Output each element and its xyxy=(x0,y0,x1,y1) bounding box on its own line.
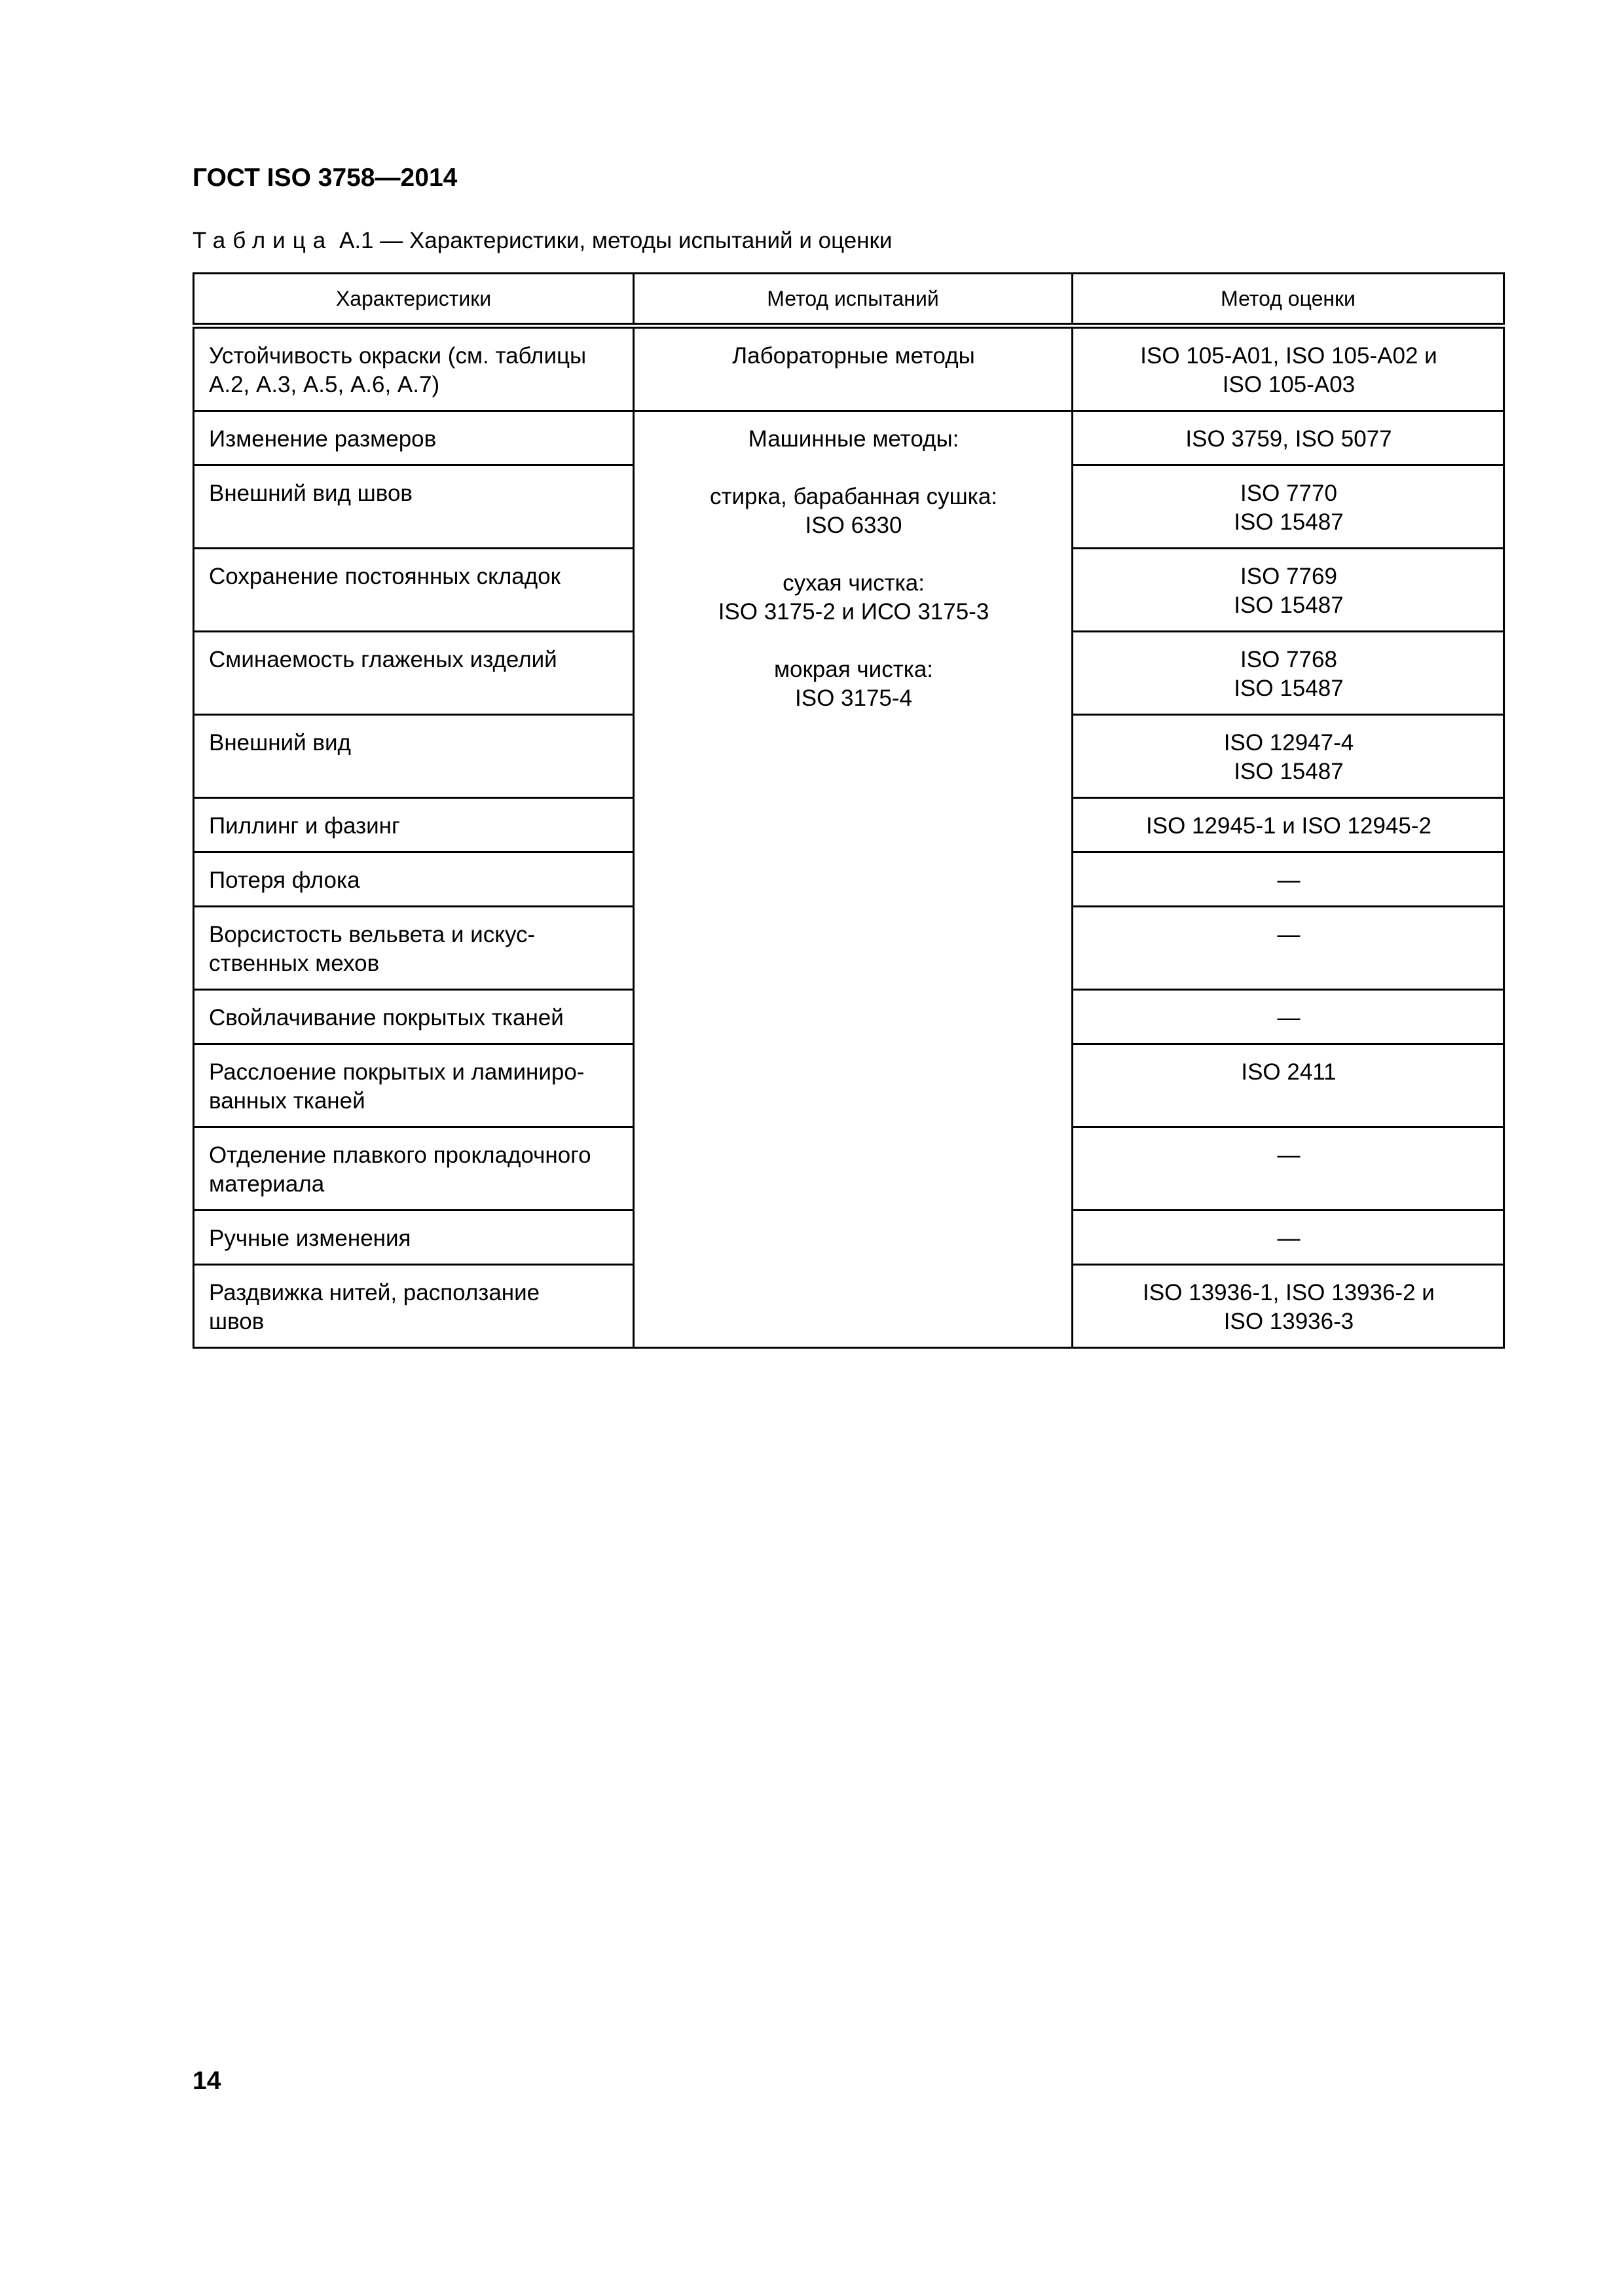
evaluation-cell xyxy=(1073,907,1504,990)
header-evaluation-method: Метод оценки xyxy=(1073,274,1504,326)
evaluation-line: ISO 12947-4 xyxy=(1223,730,1354,756)
washing-method-line: стирка, барабанная сушка: xyxy=(709,484,998,509)
evaluation-cell xyxy=(1073,990,1504,1044)
header-characteristics: Характеристики xyxy=(194,274,634,326)
evaluation-line: ISO 15487 xyxy=(1234,759,1344,784)
evaluation-cell xyxy=(1073,1044,1504,1127)
characteristic-line: Отделение плавкого прокладочного xyxy=(209,1142,591,1168)
characteristic-cell xyxy=(194,1044,634,1127)
evaluation-line: — xyxy=(1277,1005,1301,1030)
evaluation-line: ISO 3759, ISO 5077 xyxy=(1185,426,1392,452)
characteristic-line: ванных тканей xyxy=(209,1088,365,1114)
evaluation-line: — xyxy=(1277,922,1301,947)
characteristic-cell xyxy=(194,411,634,465)
characteristic-line: Ручные изменения xyxy=(209,1226,411,1251)
wet-cleaning-method-line: ISO 3175-4 xyxy=(795,685,912,711)
wet-cleaning-method-line: мокрая чистка: xyxy=(773,657,934,682)
evaluation-line: ISO 13936-3 xyxy=(1223,1309,1354,1334)
evaluation-line: ISO 2411 xyxy=(1241,1059,1337,1085)
table-caption xyxy=(193,228,892,254)
evaluation-cell xyxy=(1073,1265,1504,1348)
characteristic-cell xyxy=(194,1211,634,1265)
characteristic-line: Устойчивость окраски (см. таблицы xyxy=(209,343,587,369)
characteristic-line: Раздвижка нитей, расползание xyxy=(209,1280,540,1305)
spacer xyxy=(649,627,1058,655)
evaluation-line: ISO 15487 xyxy=(1234,592,1344,618)
characteristic-cell xyxy=(194,1127,634,1211)
machine-methods-block xyxy=(649,425,1058,713)
evaluation-cell xyxy=(1073,715,1504,798)
evaluation-cell xyxy=(1073,1127,1504,1211)
characteristic-cell xyxy=(194,907,634,990)
characteristic-cell xyxy=(194,632,634,715)
characteristic-line: ственных мехов xyxy=(209,951,380,976)
evaluation-line: ISO 15487 xyxy=(1234,676,1344,701)
evaluation-cell xyxy=(1073,326,1504,411)
characteristic-cell xyxy=(194,798,634,852)
characteristic-cell xyxy=(194,715,634,798)
characteristic-line: А.2, А.3, А.5, А.6, А.7) xyxy=(209,372,440,397)
spacer xyxy=(649,454,1058,483)
characteristic-line: Сохранение постоянных складок xyxy=(209,564,561,589)
characteristic-line: Потеря флока xyxy=(209,867,360,893)
machine-methods-cell xyxy=(634,411,1073,1348)
evaluation-line: ISO 12945-1 и ISO 12945-2 xyxy=(1146,813,1431,839)
spacer xyxy=(649,540,1058,569)
characteristic-line: Пиллинг и фазинг xyxy=(209,813,400,839)
characteristic-line: Изменение размеров xyxy=(209,426,437,452)
characteristic-cell xyxy=(194,465,634,549)
evaluation-line: — xyxy=(1277,867,1301,893)
characteristic-line: Внешний вид швов xyxy=(209,481,413,506)
characteristic-line: Сминаемость глаженых изделий xyxy=(209,647,557,672)
evaluation-line: ISO 105-A03 xyxy=(1222,372,1356,397)
characteristic-line: Ворсистость вельвета и искус- xyxy=(209,922,536,947)
evaluation-line: — xyxy=(1277,1142,1301,1168)
table-row xyxy=(194,411,1504,465)
evaluation-line: ISO 13936-1, ISO 13936-2 и xyxy=(1143,1280,1435,1305)
characteristic-cell xyxy=(194,326,634,411)
evaluation-cell xyxy=(1073,798,1504,852)
characteristic-line: Расслоение покрытых и ламиниро- xyxy=(209,1059,585,1085)
evaluation-cell xyxy=(1073,1211,1504,1265)
document-header: ГОСТ ISO 3758—2014 xyxy=(193,164,458,192)
characteristic-line: швов xyxy=(209,1309,265,1334)
characteristic-cell xyxy=(194,990,634,1044)
characteristic-cell xyxy=(194,852,634,907)
characteristics-table xyxy=(193,272,1505,1349)
table-caption-text: А.1 — Характеристики, методы испытаний и оценки xyxy=(339,228,893,253)
header-test-method: Метод испытаний xyxy=(634,274,1073,326)
dry-cleaning-method-line: ISO 3175-2 и ИСО 3175-3 xyxy=(718,599,989,625)
characteristic-cell xyxy=(194,549,634,632)
evaluation-line: ISO 7768 xyxy=(1240,647,1337,672)
table-row xyxy=(194,326,1504,411)
table-header-row xyxy=(194,274,1504,326)
table-caption-label: Таблица xyxy=(193,228,333,253)
characteristic-line: Свойлачивание покрытых тканей xyxy=(209,1005,564,1030)
evaluation-line: ISO 7770 xyxy=(1240,481,1337,506)
evaluation-cell xyxy=(1073,411,1504,465)
evaluation-line: ISO 7769 xyxy=(1240,564,1337,589)
evaluation-cell xyxy=(1073,852,1504,907)
washing-method-line: ISO 6330 xyxy=(805,513,902,538)
evaluation-cell xyxy=(1073,465,1504,549)
evaluation-line: ISO 105-A01, ISO 105-A02 и xyxy=(1140,343,1437,369)
characteristic-line: материала xyxy=(209,1171,325,1197)
evaluation-cell xyxy=(1073,632,1504,715)
characteristic-cell xyxy=(194,1265,634,1348)
characteristic-line: Внешний вид xyxy=(209,730,351,756)
test-method-cell: Лабораторные методы xyxy=(634,326,1073,411)
page-number: 14 xyxy=(193,2067,221,2095)
evaluation-line: — xyxy=(1277,1226,1301,1251)
evaluation-cell xyxy=(1073,549,1504,632)
evaluation-line: ISO 15487 xyxy=(1234,509,1344,535)
dry-cleaning-method-line: сухая чистка: xyxy=(783,570,925,596)
machine-methods-title: Машинные методы: xyxy=(748,426,959,452)
